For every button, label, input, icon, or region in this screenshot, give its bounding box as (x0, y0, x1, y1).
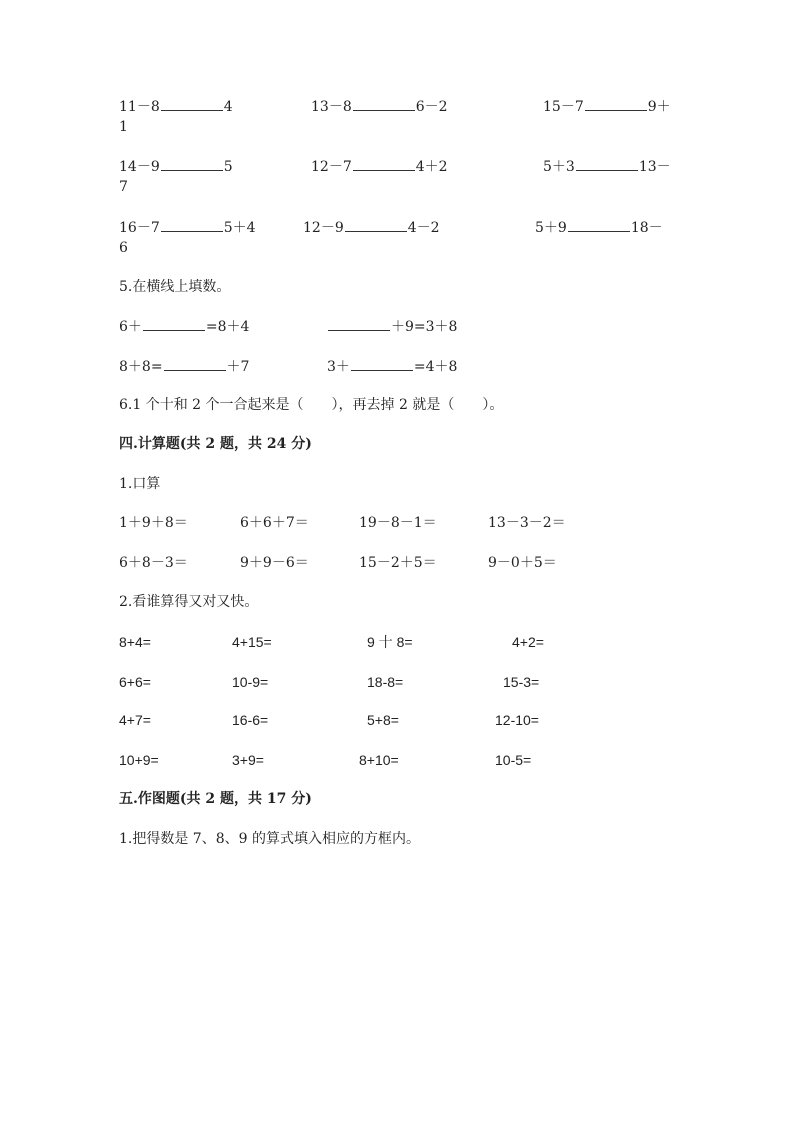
answer-blank[interactable] (161, 157, 223, 171)
expr-left: 13－8 (311, 99, 352, 115)
answer-blank[interactable] (345, 218, 407, 232)
expr-right: 4 (223, 99, 233, 115)
fill-item (327, 317, 457, 336)
question-title: 5.在横线上填数。 (119, 279, 231, 295)
expr-right: 6－2 (415, 99, 448, 115)
answer-blank[interactable] (328, 317, 390, 331)
answer-blank[interactable] (161, 218, 223, 232)
compare-item (311, 97, 448, 116)
compare-item (119, 157, 233, 176)
wrapped-text: 7 (119, 179, 128, 195)
expr-right: 13－ (638, 159, 671, 175)
expr-left: 8＋8= (119, 359, 163, 375)
expr-left: 15－7 (543, 99, 584, 115)
quick-calc-item: 9 十 8= (367, 634, 413, 650)
expr-left: 11－8 (119, 99, 160, 115)
quick-calc-item: 8+10= (359, 752, 399, 768)
question-title: 1.口算 (119, 476, 161, 492)
quick-calc-item: 10+9= (119, 752, 159, 768)
answer-blank[interactable] (576, 157, 638, 171)
expr-left: 16－7 (119, 220, 160, 236)
expr-right: ＋9=3＋8 (391, 319, 458, 335)
expr-right: 9＋ (647, 99, 671, 115)
expr-right: 4＋2 (415, 159, 448, 175)
quick-calc-item: 10-5= (495, 752, 532, 768)
quick-calc-item: 6+6= (119, 674, 151, 690)
expr-left: 6＋ (119, 319, 142, 335)
question-title: 2.看谁算得又对又快。 (119, 594, 259, 610)
mental-math-item: 6＋8－3＝ (119, 555, 188, 571)
quick-calc-item: 3+9= (232, 752, 264, 768)
quick-calc-item: 4+7= (119, 712, 151, 728)
mental-math-item: 13－3－2＝ (488, 515, 566, 531)
quick-calc-item: 12-10= (495, 712, 539, 728)
expr-right: 18－ (630, 220, 663, 236)
quick-calc-item: 5+8= (367, 712, 399, 728)
expr-right: =8＋4 (205, 319, 250, 335)
expr-left: 5＋9 (535, 220, 567, 236)
expr-right: ＋7 (226, 359, 250, 375)
expr-left: 12－7 (311, 159, 352, 175)
expr-left: 14－9 (119, 159, 160, 175)
quick-calc-item: 4+15= (232, 634, 272, 650)
mental-math-item: 15－2＋5＝ (359, 555, 437, 571)
answer-blank[interactable] (161, 97, 223, 111)
compare-item (311, 157, 448, 176)
fill-item (119, 357, 249, 376)
wrapped-text: 6 (119, 240, 128, 256)
quick-calc-item: 16-6= (232, 712, 269, 728)
mental-math-item: 19－8－1＝ (359, 515, 437, 531)
quick-calc-item: 8+4= (119, 634, 151, 650)
quick-calc-item: 4+2= (512, 634, 544, 650)
quick-calc-item: 15-3= (503, 674, 540, 690)
compare-item (543, 97, 671, 116)
wrapped-text: 1 (119, 119, 128, 135)
section-heading: 五.作图题(共 2 题，共 17 分) (119, 791, 312, 807)
answer-blank[interactable] (143, 317, 205, 331)
answer-blank[interactable] (351, 357, 413, 371)
expr-left: 5＋3 (543, 159, 575, 175)
expr-right: 5 (223, 159, 233, 175)
compare-item (119, 218, 256, 237)
answer-blank[interactable] (585, 97, 647, 111)
expr-right: 5＋4 (223, 220, 256, 236)
answer-blank[interactable] (164, 357, 226, 371)
answer-blank[interactable] (353, 157, 415, 171)
section-heading: 四.计算题(共 2 题，共 24 分) (119, 436, 312, 452)
answer-blank[interactable] (568, 218, 630, 232)
quick-calc-item: 18-8= (367, 674, 404, 690)
mental-math-item: 9－0＋5＝ (488, 555, 557, 571)
compare-item (303, 218, 440, 237)
compare-item (119, 97, 233, 116)
compare-item (543, 157, 671, 176)
mental-math-item: 1＋9＋8＝ (119, 515, 188, 531)
mental-math-item: 6＋6＋7＝ (240, 515, 309, 531)
expr-right: =4＋8 (413, 359, 458, 375)
mental-math-item: 9＋9－6＝ (240, 555, 309, 571)
fill-item (119, 317, 249, 336)
expr-left: 12－9 (303, 220, 344, 236)
question-text: 6.1 个十和 2 个一合起来是（ ），再去掉 2 就是（ ）。 (119, 397, 504, 413)
quick-calc-item: 10-9= (232, 674, 269, 690)
compare-item (535, 218, 663, 237)
question-title: 1.把得数是 7、8、9 的算式填入相应的方框内。 (119, 831, 420, 847)
answer-blank[interactable] (353, 97, 415, 111)
fill-item (327, 357, 457, 376)
expr-left: 3＋ (327, 359, 350, 375)
expr-right: 4－2 (407, 220, 440, 236)
